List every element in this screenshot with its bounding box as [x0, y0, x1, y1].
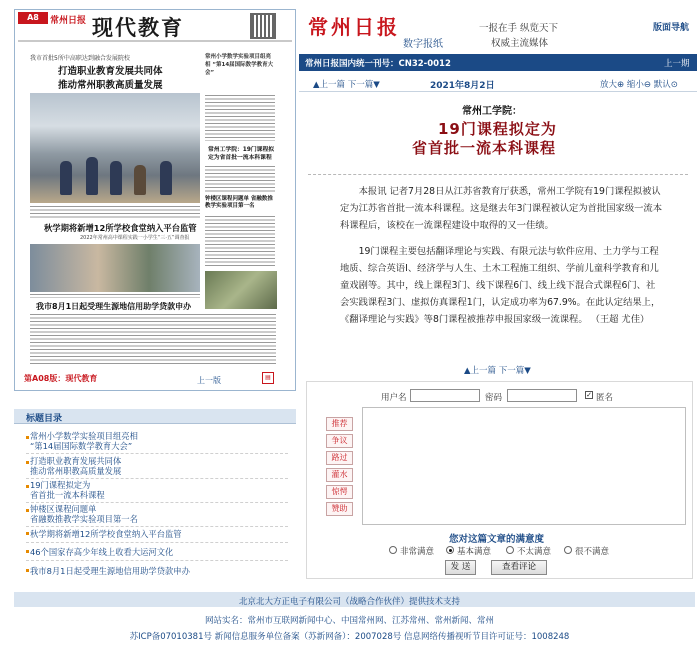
- headline-item[interactable]: 秋学期将新增12所学校食堂纳入平台监管: [30, 529, 182, 539]
- page-side-head[interactable]: 钟楼区课程问题单 省融数推教学实验项目第一名: [205, 196, 273, 209]
- site-logo[interactable]: 常州日报: [308, 15, 400, 39]
- headline-item[interactable]: 19门课程拟定为 省首批一流本科课程: [30, 480, 105, 500]
- side-photo[interactable]: [205, 271, 277, 309]
- option-label: 很不满意: [575, 547, 610, 557]
- bullet-icon: [26, 461, 29, 464]
- password-input[interactable]: [507, 389, 577, 402]
- submit-button[interactable]: 发 送: [445, 560, 476, 575]
- page-masthead: 现代教育: [92, 15, 184, 40]
- list-divider: [26, 526, 288, 527]
- slogan-line-1: 一报在手 纵览天下: [479, 23, 559, 34]
- radio-not-satisfied[interactable]: [506, 546, 514, 554]
- shock-button[interactable]: 惊愕: [326, 485, 353, 499]
- tech-support-text: 北京北大方正电子有限公司（战略合作伙伴）提供技术支持: [238, 597, 460, 607]
- pass-by-button[interactable]: 路过: [326, 451, 353, 465]
- username-label: 用户名: [381, 393, 407, 403]
- qr-code-icon: [250, 13, 276, 39]
- page-headline-1[interactable]: 打造职业教育发展共同体: [58, 66, 163, 77]
- article-paragraph: 本报讯 记者7月28日从江苏省教育厅获悉，常州工学院有19门课程拟被认定为江苏省首批一流本科课程。这是继去年3门课程被认定为首批国家级一流本科课程后，该校在一流课程建设中取得的又一佳绩。: [340, 186, 663, 231]
- bullet-icon: [26, 532, 29, 535]
- text-column: [30, 206, 200, 218]
- text-column: [30, 294, 200, 298]
- recommend-button[interactable]: 推荐: [326, 417, 353, 431]
- comment-textarea[interactable]: [362, 407, 686, 525]
- page-side-story-2[interactable]: 常州工学院：19门课程拟定为省首批一流本科课程: [208, 147, 275, 161]
- view-comments-button[interactable]: 查看评论: [491, 560, 547, 575]
- page-side-story-1[interactable]: 常州小学数学实验项目组亮相 “第14届国际数学教育大会”: [205, 54, 274, 76]
- page-headline-2[interactable]: 推动常州职教高质量发展: [58, 80, 163, 91]
- article-title-line-1: 19门课程拟定为: [438, 120, 557, 138]
- headline-item[interactable]: 46个国家存高少年线上收看大运河文化: [30, 547, 174, 557]
- license-text: 苏ICP备07010381号 新闻信息服务单位备案（苏新网备）：2007028号 信息网络传播视听节目许可证号：1008248: [129, 632, 570, 642]
- list-divider: [26, 453, 288, 454]
- page-headline-4[interactable]: 我市8月1日起受理生源地信用助学贷款申办: [36, 302, 192, 311]
- section-label[interactable]: 第A08版：现代教育: [24, 374, 98, 383]
- issn-label: 常州日报国内统一刊号：CN32-0012: [305, 59, 451, 69]
- paper-logo: 常州日报: [50, 16, 87, 26]
- spam-button[interactable]: 灌水: [326, 468, 353, 482]
- page-kicker: 我市首批5所中高职达到融合发展院校: [30, 55, 130, 62]
- zoom-in-button[interactable]: 放大⊕: [600, 80, 625, 90]
- article-kicker: 常州工学院：: [462, 106, 522, 117]
- text-column: [30, 314, 276, 366]
- zoom-out-button[interactable]: 缩小⊖: [626, 80, 651, 90]
- bullet-icon: [26, 509, 29, 512]
- option-label: 不太满意: [517, 547, 552, 557]
- text-column: [205, 95, 275, 141]
- bullet-icon: [26, 485, 29, 488]
- zoom-out-icon: ⊖: [643, 80, 651, 90]
- list-divider: [26, 478, 288, 479]
- headline-list-title: 标题目录: [26, 414, 63, 424]
- prev-issue-link[interactable]: 上一期: [664, 59, 690, 69]
- radio-very-unsatisfied[interactable]: [564, 546, 572, 554]
- site-subtitle: 数字报纸: [403, 39, 443, 50]
- page-number-badge: A8: [18, 12, 48, 24]
- dispute-button[interactable]: 争议: [326, 434, 353, 448]
- reset-icon: ⊙: [670, 80, 678, 90]
- site-registration-text: 网站实名：常州市互联网新闻中心、中国常州网、江苏常州、常州新闻、常州: [204, 616, 494, 626]
- slogan-line-2: 权威主流媒体: [491, 38, 549, 49]
- headline-item[interactable]: 常州小学数学实验项目组亮相 “第14届国际数学教育大会”: [30, 431, 138, 451]
- text-column: [205, 216, 275, 268]
- radio-basically-satisfied[interactable]: [446, 546, 454, 554]
- survey-title: 您对这篇文章的满意度: [449, 534, 545, 545]
- headline-item[interactable]: 打造职业教育发展共同体 推动常州职教高质量发展: [30, 456, 122, 476]
- title-divider: [308, 174, 688, 175]
- option-label: 非常满意: [400, 547, 435, 557]
- font-size-tools: [600, 78, 678, 90]
- prev-page-link[interactable]: 上一版: [197, 376, 221, 385]
- lead-photo[interactable]: [30, 93, 200, 203]
- article-title-line-2: 省首批一流本科课程: [412, 139, 557, 157]
- list-divider: [26, 542, 288, 543]
- article-paragraph: 19门课程主要包括翻译理论与实践、有限元法与软件应用、土力学与工程地质、综合英语I、经济学与人生、土木工程施工组织、学前儿童科学教育和儿童戏剧等。其中，线上课程3门、线下课程6门、线上线下混合式课程6门、社会实践课程3门、虚拟仿真课程1门，认定成功率为67.9%。在此认定结果上，《翻译理论与实践》等8门课程被推荐申报国家级一流课程。 （王超 尤佳）: [340, 246, 661, 325]
- anonymous-label: 匿名: [596, 393, 614, 403]
- article-prev-next-bottom[interactable]: ▲上一篇 下一篇▼: [464, 366, 531, 376]
- page-headline-3[interactable]: 秋学期将新增12所学校食堂纳入平台监管: [44, 223, 197, 233]
- bullet-icon: [26, 436, 29, 439]
- anonymous-checkbox[interactable]: ✓: [586, 391, 592, 399]
- password-label: 密码: [485, 393, 503, 403]
- username-input[interactable]: [410, 389, 480, 402]
- page-subhead-3: 2022年常州高中课程实践一小学生“三·五”调查报: [80, 235, 190, 241]
- headline-item[interactable]: 钟楼区课程问题单 省融数推教学实验项目第一名: [30, 504, 138, 524]
- article-prev-next[interactable]: ▲上一篇 下一篇▼: [313, 80, 380, 90]
- radio-very-satisfied[interactable]: [389, 546, 397, 554]
- bullet-icon: [26, 550, 29, 553]
- bullet-icon: [26, 569, 29, 572]
- page-nav-link[interactable]: 版面导航: [653, 23, 690, 33]
- article-body: [340, 183, 662, 337]
- list-divider: [26, 560, 288, 561]
- issue-date: 2021年8月2日: [430, 81, 495, 91]
- default-size-button[interactable]: 默认⊙: [653, 80, 678, 90]
- list-divider: [26, 502, 288, 503]
- pdf-icon[interactable]: ▤: [262, 372, 274, 384]
- sponsor-button[interactable]: 赞助: [326, 502, 353, 516]
- headline-item[interactable]: 我市8月1日起受理生源地信用助学贷款申办: [30, 566, 190, 576]
- masthead-divider: [18, 40, 292, 42]
- canteen-photo[interactable]: [30, 244, 200, 292]
- option-label: 基本满意: [457, 547, 492, 557]
- text-column: [205, 166, 275, 192]
- zoom-in-icon: ⊕: [617, 80, 625, 90]
